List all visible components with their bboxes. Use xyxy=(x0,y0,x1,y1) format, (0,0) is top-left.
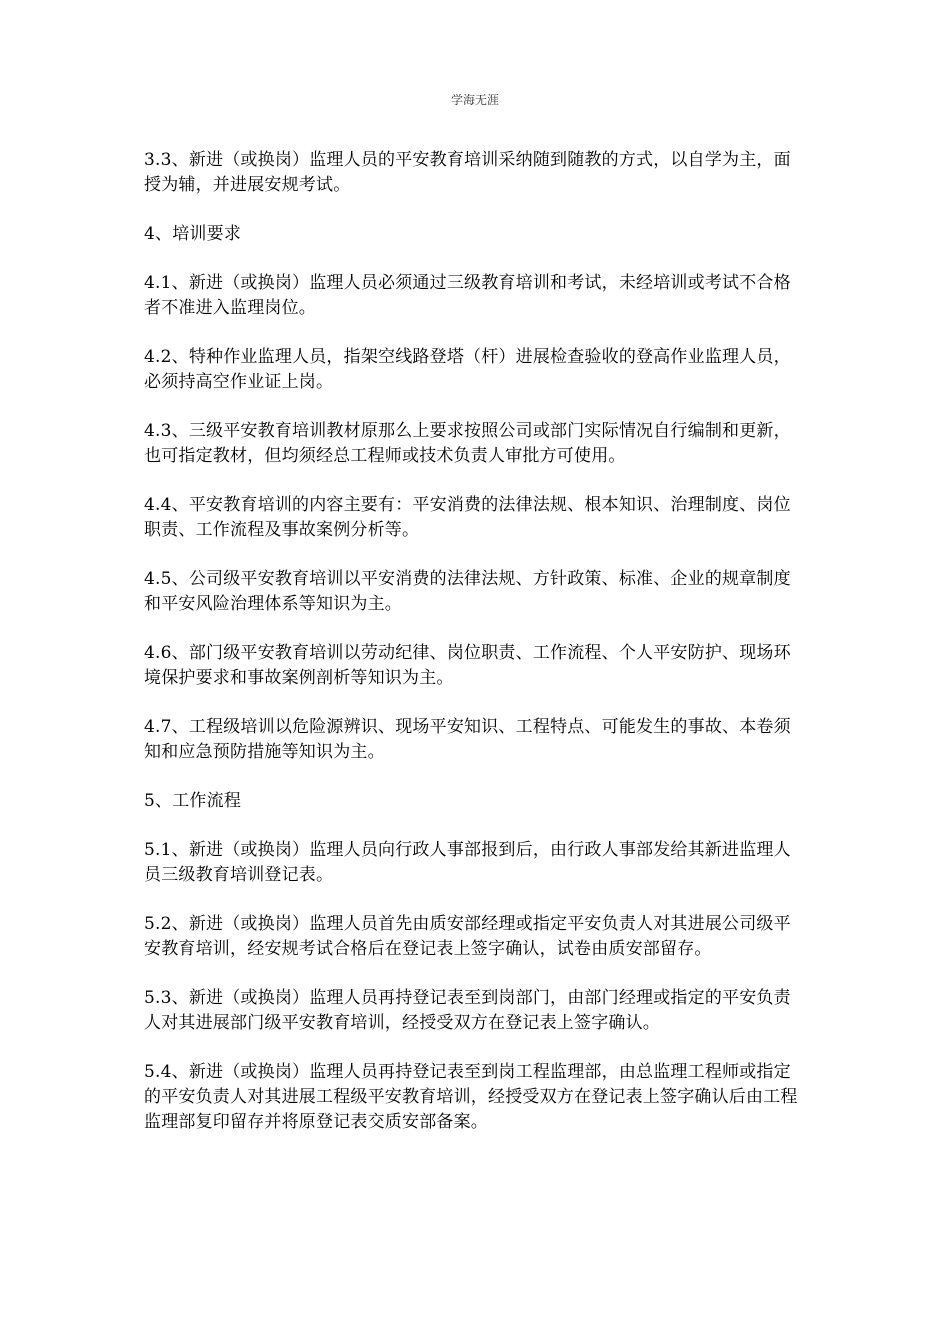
document-body xyxy=(144,148,804,1159)
section-heading-4: 4、培训要求 xyxy=(144,224,242,244)
paragraph-5-2: 5.2、新进（或换岗）监理人员首先由质安部经理或指定平安负责人对其进展公司级平安教育培训，经安规考试合格后在登记表上签字确认，试卷由质安部留存。 xyxy=(144,914,791,959)
paragraph-4-1: 4.1、新进（或换岗）监理人员必须通过三级教育培训和考试，未经培训或考试不合格者不准进入监理岗位。 xyxy=(144,273,791,318)
paragraph-5-1: 5.1、新进（或换岗）监理人员向行政人事部报到后，由行政人事部发给其新进监理人员三级教育培训登记表。 xyxy=(144,840,791,885)
section-heading-5: 5、工作流程 xyxy=(144,791,242,811)
paragraph-5-3: 5.3、新进（或换岗）监理人员再持登记表至到岗部门，由部门经理或指定的平安负责人对其进展部门级平安教育培训，经授受双方在登记表上签字确认。 xyxy=(144,988,791,1033)
paragraph-4-4: 4.4、平安教育培训的内容主要有：平安消费的法律法规、根本知识、治理制度、岗位职责、工作流程及事故案例分析等。 xyxy=(144,495,791,540)
paragraph-4-3: 4.3、三级平安教育培训教材原那么上要求按照公司或部门实际情况自行编制和更新，也可指定教材，但均须经总工程师或技术负责人审批方可使用。 xyxy=(144,421,791,466)
paragraph-4-2: 4.2、特种作业监理人员，指架空线路登塔（杆）进展检查验收的登高作业监理人员，必须持高空作业证上岗。 xyxy=(144,347,791,392)
paragraph-5-4: 5.4、新进（或换岗）监理人员再持登记表至到岗工程监理部，由总监理工程师或指定的平安负责人对其进展工程级平安教育培训，经授受双方在登记表上签字确认后由工程监理部复印留存并将原登记表交质安部备案。 xyxy=(144,1062,798,1132)
paragraph-4-6: 4.6、部门级平安教育培训以劳动纪律、岗位职责、工作流程、个人平安防护、现场环境保护要求和事故案例剖析等知识为主。 xyxy=(144,643,791,688)
paragraph-3-3: 3.3、新进（或换岗）监理人员的平安教育培训采纳随到随教的方式，以自学为主，面授为辅，并进展安规考试。 xyxy=(144,150,791,195)
paragraph-4-5: 4.5、公司级平安教育培训以平安消费的法律法规、方针政策、标准、企业的规章制度和平安风险治理体系等知识为主。 xyxy=(144,569,791,614)
page-header: 学海无涯 xyxy=(450,93,499,107)
paragraph-4-7: 4.7、工程级培训以危险源辨识、现场平安知识、工程特点、可能发生的事故、本卷须知和应急预防措施等知识为主。 xyxy=(144,717,791,762)
